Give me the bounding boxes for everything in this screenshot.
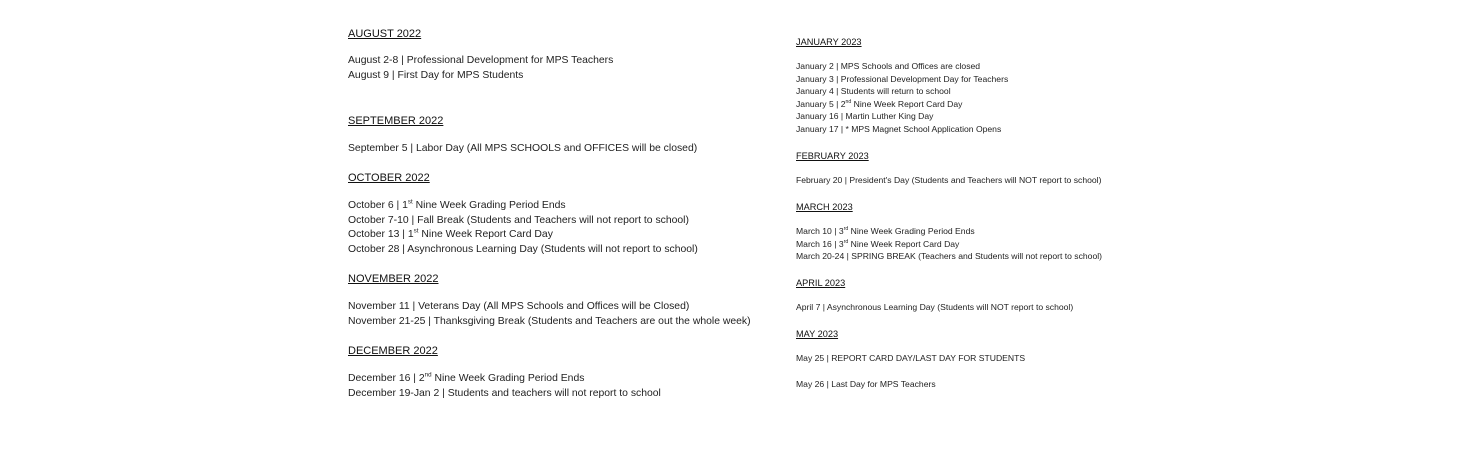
event-line: April 7 | Asynchronous Learning Day (Students will NOT report to school) xyxy=(796,302,1074,312)
month-heading: NOVEMBER 2022 xyxy=(348,273,439,285)
event-line: October 13 | 1st Nine Week Report Card Day xyxy=(348,227,553,240)
event-line: March 16 | 3rd Nine Week Report Card Day xyxy=(796,238,960,249)
month-heading: SEPTEMBER 2022 xyxy=(348,115,444,127)
section-march-2023 xyxy=(796,202,1102,263)
month-heading: MARCH 2023 xyxy=(796,202,853,212)
section-february-2023 xyxy=(796,151,1101,187)
event-line: January 17 | * MPS Magnet School Application Opens xyxy=(796,123,1002,134)
event-list xyxy=(796,60,1008,135)
section-august-2022 xyxy=(348,28,613,83)
section-april-2023 xyxy=(796,278,1073,314)
event-line: January 2 | MPS Schools and Offices are closed xyxy=(796,61,981,71)
section-december-2022 xyxy=(348,345,661,401)
event-line: October 7-10 | Fall Break (Students and Teachers will not report to school) xyxy=(348,214,689,226)
event-line: November 11 | Veterans Day (All MPS Schools and Offices will be Closed) xyxy=(348,301,690,312)
event-list xyxy=(348,300,751,329)
event-line: September 5 | Labor Day (All MPS SCHOOLS and OFFICES will be closed) xyxy=(348,143,698,154)
event-line: October 28 | Asynchronous Learning Day (Students will not report to school) xyxy=(348,243,698,255)
event-line: May 25 | REPORT CARD DAY/LAST DAY FOR STUDENTS xyxy=(796,353,1026,363)
event-list xyxy=(796,352,1025,365)
event-list xyxy=(796,174,1101,187)
section-november-2022 xyxy=(348,273,751,329)
event-line: August 9 | First Day for MPS Students xyxy=(348,69,524,81)
event-line: March 10 | 3rd Nine Week Grading Period Ends xyxy=(796,226,975,236)
month-heading: MAY 2023 xyxy=(796,329,839,339)
event-line: October 6 | 1st Nine Week Grading Period Ends xyxy=(348,198,566,211)
event-line: January 3 | Professional Development Day for Teachers xyxy=(796,73,1009,84)
event-line: December 16 | 2nd Nine Week Grading Period Ends xyxy=(348,371,585,384)
event-list xyxy=(796,225,1102,263)
month-heading: AUGUST 2022 xyxy=(348,28,422,40)
event-line: January 4 | Students will return to school xyxy=(796,86,951,96)
event-list xyxy=(348,54,613,83)
month-heading: DECEMBER 2022 xyxy=(348,345,438,357)
event-line: August 2-8 | Professional Development for MPS Teachers xyxy=(348,55,614,66)
event-line: February 20 | President's Day (Students and Teachers will NOT report to school) xyxy=(796,175,1102,185)
event-line: November 21-25 | Thanksgiving Break (Students and Teachers are out the whole week) xyxy=(348,315,751,327)
event-list xyxy=(348,372,661,401)
month-heading: OCTOBER 2022 xyxy=(348,172,430,184)
event-line: January 5 | 2nd Nine Week Report Card Day xyxy=(796,98,963,109)
event-line: March 20-24 | SPRING BREAK (Teachers and Students will not report to school) xyxy=(796,251,1103,261)
section-october-2022 xyxy=(348,172,698,257)
event-list xyxy=(348,142,697,157)
event-line: December 19-Jan 2 | Students and teachers will not report to school xyxy=(348,387,661,399)
section-may-2023 xyxy=(796,329,1025,390)
event-line: May 26 | Last Day for MPS Teachers xyxy=(796,378,936,389)
section-september-2022 xyxy=(348,115,697,157)
event-line: January 16 | Martin Luther King Day xyxy=(796,111,934,121)
month-heading: FEBRUARY 2023 xyxy=(796,151,869,161)
section-january-2023 xyxy=(796,37,1008,135)
event-list xyxy=(348,199,698,257)
event-list xyxy=(796,301,1073,314)
month-heading: JANUARY 2023 xyxy=(796,37,862,47)
month-heading: APRIL 2023 xyxy=(796,278,846,288)
event-list xyxy=(796,378,1025,391)
